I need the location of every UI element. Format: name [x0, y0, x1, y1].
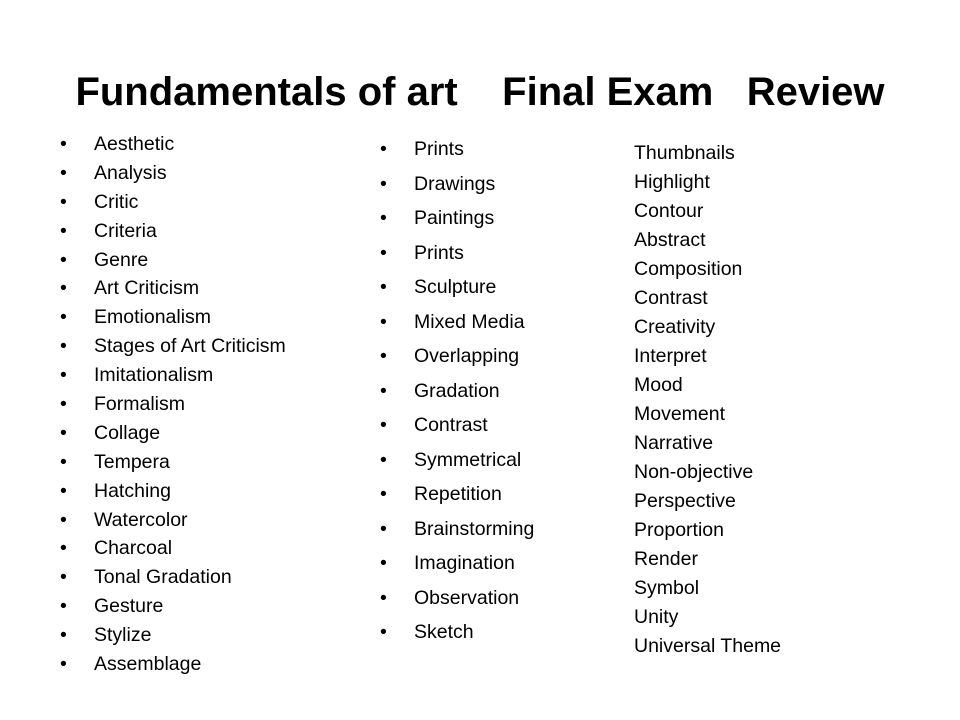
- term-item: [634, 342, 781, 371]
- term-text: Universal Theme: [634, 635, 782, 657]
- term-text: Contour: [634, 200, 704, 222]
- term-text: Tempera: [94, 450, 170, 473]
- term-text: Contrast: [414, 414, 488, 436]
- term-item: [60, 390, 286, 419]
- term-text: Prints: [414, 241, 464, 264]
- term-item: [634, 313, 781, 342]
- bullet-glyph: •: [60, 248, 67, 271]
- term-text: Collage: [94, 421, 161, 444]
- bullet-glyph: •: [380, 207, 387, 229]
- term-text: Assemblage: [94, 653, 202, 676]
- term-text: Observation: [414, 586, 520, 609]
- bullet-glyph: •: [60, 508, 67, 531]
- bullet-glyph: •: [60, 133, 67, 155]
- term-text: Critic: [94, 190, 139, 213]
- term-text: Imitationalism: [94, 364, 214, 387]
- term-text: Analysis: [94, 161, 167, 184]
- term-item: [634, 487, 781, 516]
- term-text: Brainstorming: [414, 517, 535, 540]
- bullet-glyph: •: [60, 566, 67, 589]
- bullet-glyph: •: [380, 448, 387, 471]
- term-item: [380, 616, 534, 651]
- bullet-glyph: •: [60, 190, 67, 213]
- term-text: Art Criticism: [94, 277, 200, 300]
- bullet-glyph: •: [380, 172, 387, 195]
- term-item: [380, 478, 534, 513]
- slide-title: Fundamentals of art Final Exam Review: [75, 70, 885, 114]
- term-text: Stages of Art Criticism: [94, 335, 286, 358]
- bullet-glyph: •: [60, 624, 67, 647]
- term-item: [60, 274, 286, 303]
- term-text: Hatching: [94, 479, 171, 502]
- bullet-glyph: •: [60, 306, 67, 329]
- term-item: [60, 563, 286, 592]
- term-item: [60, 506, 286, 535]
- term-text: Repetition: [414, 483, 502, 505]
- term-item: [380, 133, 534, 168]
- term-item: [634, 284, 781, 313]
- term-text: Composition: [634, 258, 743, 280]
- bullet-glyph: •: [380, 552, 387, 574]
- term-text: Emotionalism: [94, 306, 212, 329]
- term-item: [634, 168, 781, 197]
- term-item: [60, 448, 286, 477]
- term-item: [634, 139, 781, 168]
- bullet-glyph: •: [60, 161, 67, 184]
- term-item: [380, 444, 534, 479]
- bullet-glyph: •: [380, 138, 387, 160]
- term-text: Creativity: [634, 316, 716, 338]
- term-item: [60, 534, 286, 563]
- term-text: Stylize: [94, 624, 152, 647]
- bullet-glyph: •: [60, 537, 67, 560]
- term-item: [634, 458, 781, 487]
- term-text: Interpret: [634, 345, 707, 367]
- term-item: [60, 159, 286, 188]
- bullet-glyph: •: [60, 393, 67, 416]
- term-item: [380, 340, 534, 375]
- term-text: Perspective: [634, 490, 736, 512]
- bullet-glyph: •: [60, 450, 67, 473]
- term-text: Tonal Gradation: [94, 566, 232, 589]
- term-item: [380, 582, 534, 617]
- bullet-glyph: •: [60, 277, 67, 300]
- term-list-bulleted-left: [60, 130, 286, 679]
- term-text: Formalism: [94, 393, 185, 416]
- term-text: Proportion: [634, 519, 724, 541]
- bullet-glyph: •: [380, 517, 387, 540]
- term-item: [380, 409, 534, 444]
- term-list-plain-right: [634, 139, 781, 661]
- bullet-glyph: •: [60, 364, 67, 387]
- bullet-glyph: •: [380, 241, 387, 264]
- term-item: [634, 255, 781, 284]
- term-text: Charcoal: [94, 537, 173, 560]
- term-item: [380, 202, 534, 237]
- term-item: [380, 547, 534, 582]
- term-text: Sculpture: [414, 276, 497, 298]
- term-item: [60, 592, 286, 621]
- term-text: Thumbnails: [634, 142, 735, 164]
- term-text: Render: [634, 548, 698, 570]
- term-text: Contrast: [634, 287, 708, 309]
- bullet-glyph: •: [60, 653, 67, 676]
- term-text: Aesthetic: [94, 133, 175, 155]
- term-text: Gradation: [414, 379, 500, 402]
- bullet-glyph: •: [380, 621, 387, 643]
- term-item: [634, 226, 781, 255]
- term-item: [60, 217, 286, 246]
- term-text: Highlight: [634, 171, 710, 193]
- term-item: [60, 361, 286, 390]
- term-item: [634, 400, 781, 429]
- term-text: Non-objective: [634, 461, 754, 483]
- term-text: Prints: [414, 138, 464, 160]
- term-text: Gesture: [94, 595, 164, 618]
- term-item: [634, 632, 781, 661]
- bullet-glyph: •: [380, 345, 387, 367]
- term-item: [634, 603, 781, 632]
- term-item: [60, 650, 286, 679]
- term-item: [60, 188, 286, 217]
- term-text: Symmetrical: [414, 448, 522, 471]
- term-item: [634, 429, 781, 458]
- term-list-bulleted-middle: [380, 133, 535, 651]
- term-item: [60, 130, 286, 159]
- term-item: [380, 375, 534, 410]
- term-text: Criteria: [94, 219, 157, 242]
- term-text: Unity: [634, 606, 679, 628]
- term-item: [60, 419, 286, 448]
- bullet-glyph: •: [380, 586, 387, 609]
- term-item: [634, 574, 781, 603]
- term-item: [634, 545, 781, 574]
- term-text: Paintings: [414, 207, 495, 229]
- term-item: [60, 303, 286, 332]
- term-text: Overlapping: [414, 345, 520, 367]
- term-text: Sketch: [414, 621, 474, 643]
- bullet-glyph: •: [380, 310, 387, 333]
- term-text: Mixed Media: [414, 310, 525, 333]
- term-text: Narrative: [634, 432, 714, 454]
- term-item: [60, 621, 286, 650]
- term-item: [380, 513, 535, 548]
- term-text: Genre: [94, 248, 149, 271]
- bullet-glyph: •: [380, 414, 387, 436]
- term-text: Drawings: [414, 172, 496, 195]
- term-item: [380, 306, 534, 341]
- bullet-glyph: •: [60, 335, 67, 358]
- term-text: Movement: [634, 403, 726, 425]
- term-item: [634, 371, 781, 400]
- term-item: [60, 477, 286, 506]
- bullet-glyph: •: [380, 483, 387, 505]
- bullet-glyph: •: [60, 421, 67, 444]
- term-item: [634, 197, 781, 226]
- term-text: Watercolor: [94, 508, 188, 531]
- term-text: Mood: [634, 374, 683, 396]
- term-item: [60, 246, 286, 275]
- term-item: [60, 332, 286, 361]
- term-item: [380, 271, 534, 306]
- bullet-glyph: •: [60, 479, 67, 502]
- term-item: [634, 516, 781, 545]
- bullet-glyph: •: [380, 276, 387, 298]
- term-text: Imagination: [414, 552, 515, 574]
- bullet-glyph: •: [60, 219, 67, 242]
- term-text: Abstract: [634, 229, 706, 251]
- bullet-glyph: •: [380, 379, 387, 402]
- bullet-glyph: •: [60, 595, 67, 618]
- term-text: Symbol: [634, 577, 700, 599]
- term-item: [380, 168, 534, 203]
- term-item: [380, 237, 534, 272]
